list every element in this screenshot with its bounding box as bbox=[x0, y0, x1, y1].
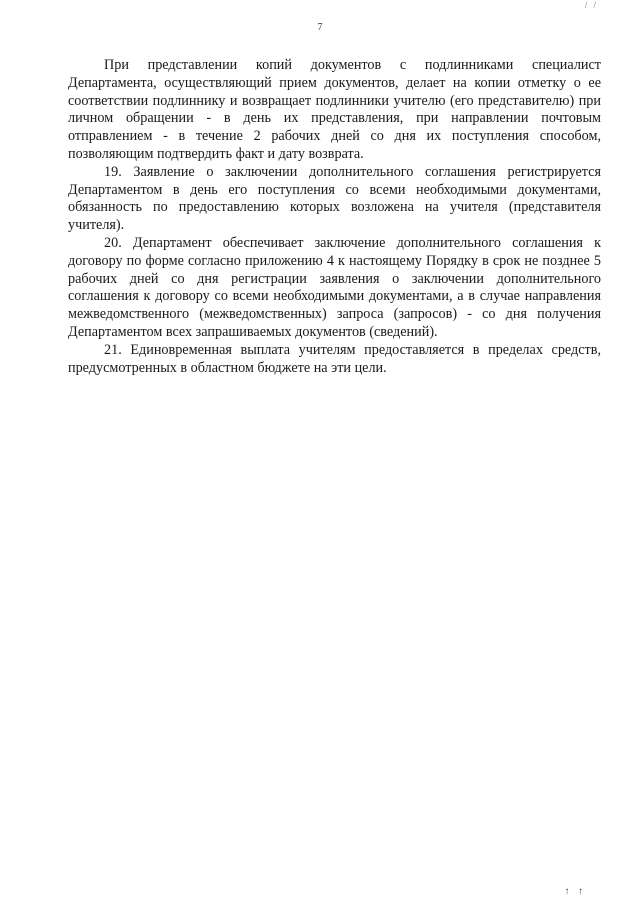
paragraph-21-payment: 21. Единовременная выплата учителям предоставляется в пределах средств, предусмотренных в областном бюджете на эти цели. bbox=[68, 341, 601, 376]
paragraph-20-agreement: 20. Департамент обеспечивает заключение дополнительного соглашения к договору по форме согласно приложению 4 к настоящему Порядку в срок не позднее 5 рабочих дней со дня регистрации заявления о заключении дополнительного соглашения к договору со всеми необходимыми документами, а в случае направления межведомственного (межведомственных) запроса (запросов) - со дня получения Департаментом всех запрашиваемых документов (сведений). bbox=[68, 234, 601, 340]
paragraph-19-registration: 19. Заявление о заключении дополнительного соглашения регистрируется Департаментом в день его поступления со всеми необходимыми документами, обязанность по предоставлению которых возложена на учителя (представителя учителя). bbox=[68, 163, 601, 234]
bottom-mark: ↑ ↑ bbox=[564, 886, 586, 897]
corner-mark: / / bbox=[584, 0, 598, 10]
paragraph-document-return: При представлении копий документов с подлинниками специалист Департамента, осуществляющий прием документов, делает на копии отметку о ее соответствии подлиннику и возвращает подлинники учителю (его представителю) при личном обращении - в день их представления, при направлении почтовым отправлением - в течение 2 рабочих дней со дня их поступления способом, позволяющим подтвердить факт и дату возврата. bbox=[68, 57, 601, 162]
document-body bbox=[68, 57, 601, 377]
page-number: 7 bbox=[317, 22, 323, 33]
